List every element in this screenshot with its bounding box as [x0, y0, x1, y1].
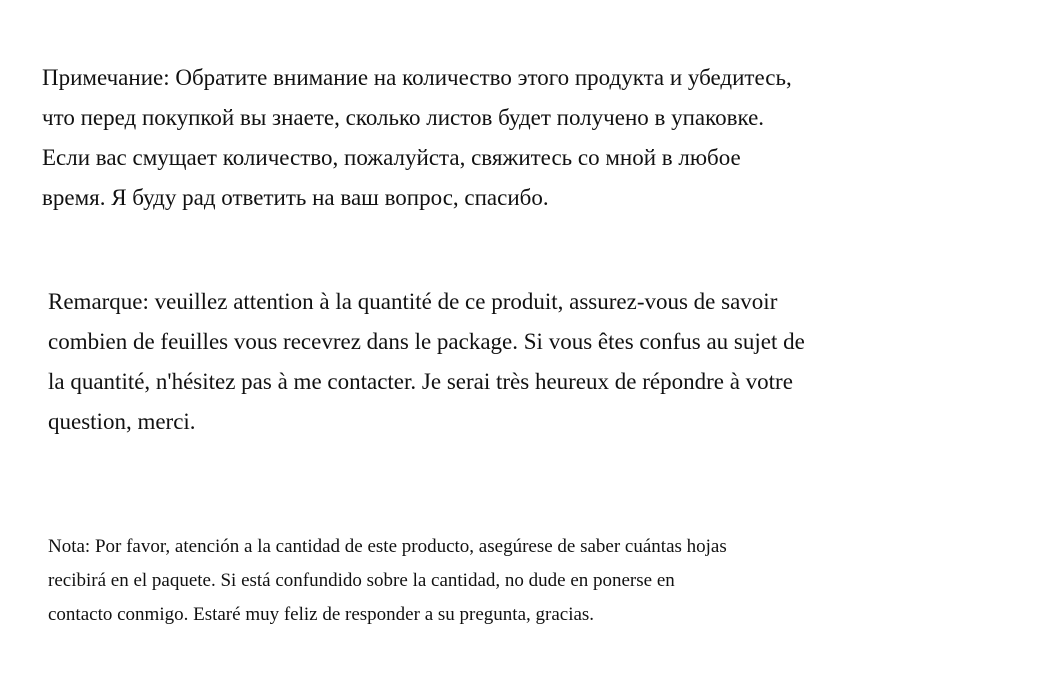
note-russian-line: Если вас смущает количество, пожалуйста, свяжитесь со мной в любое [42, 145, 741, 170]
note-russian-line: Примечание: Обратите внимание на количество этого продукта и убедитесь, [42, 65, 792, 90]
note-spanish-line: contacto conmigo. Estaré muy feliz de responder a su pregunta, gracias. [48, 604, 595, 625]
note-russian-line: время. Я буду рад ответить на ваш вопрос, спасибо. [42, 185, 549, 210]
note-spanish [48, 530, 1008, 632]
note-spanish-line: recibirá en el paquete. Si está confundido sobre la cantidad, no dude en ponerse en [48, 570, 675, 591]
note-russian-line: что перед покупкой вы знаете, сколько листов будет получено в упаковке. [42, 105, 765, 130]
note-spanish-line: Nota: Por favor, atención a la cantidad de este producto, asegúrese de saber cuántas hojas [48, 536, 727, 557]
note-french-line: combien de feuilles vous recevrez dans le package. Si vous êtes confus au sujet de [48, 329, 805, 354]
note-french-line: Remarque: veuillez attention à la quantité de ce produit, assurez-vous de savoir [48, 289, 778, 314]
note-french [48, 282, 1008, 442]
note-french-line: la quantité, n'hésitez pas à me contacter. Je serai très heureux de répondre à votre [48, 369, 793, 394]
note-french-line: question, merci. [48, 409, 196, 434]
note-russian [42, 58, 1002, 218]
